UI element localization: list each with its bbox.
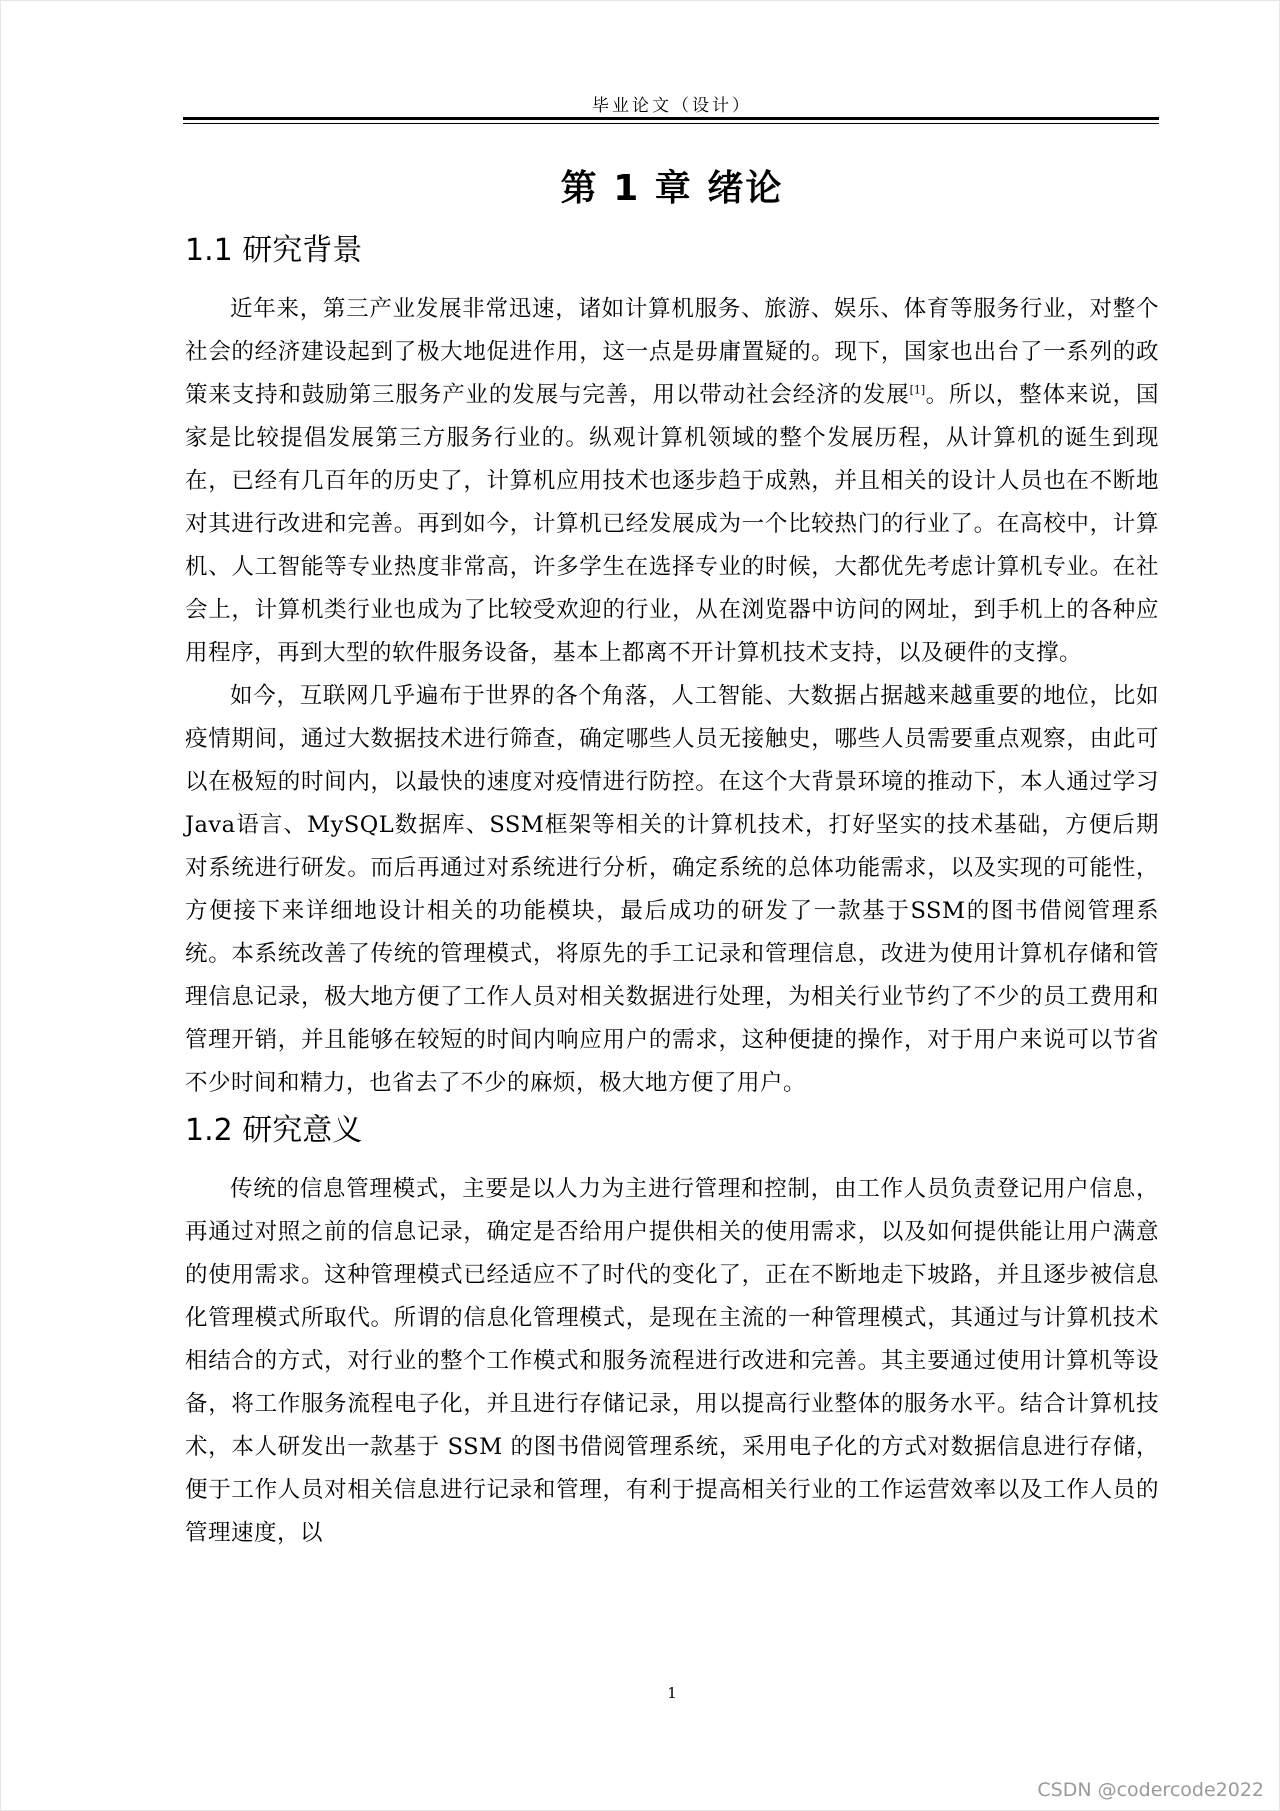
paragraph-text: 近年来，第三产业发展非常迅速，诸如计算机服务、旅游、娱乐、体育等服务行业，对整个社会的经济建设起到了极大地促进作用，这一点是毋庸置疑的。现下，国家也出台了一系列的政策来支持和鼓励第三服务产业的发展与完善，用以带动社会经济的发展	[185, 296, 1159, 408]
header-rule-thin	[183, 123, 1159, 124]
background-paragraph-1	[185, 288, 1159, 675]
running-header: 毕业论文（设计）	[592, 96, 752, 116]
section-title-research-significance: 1.2 研究意义	[185, 1113, 363, 1148]
chapter-title: 第 1 章 绪论	[560, 168, 784, 209]
background-paragraph-2: 如今，互联网几乎遍布于世界的各个角落，人工智能、大数据占据越来越重要的地位，比如疫情期间，通过大数据技术进行筛查，确定哪些人员无接触史，哪些人员需要重点观察，由此可以在极短的时间内，以最快的速度对疫情进行防控。在这个大背景环境的推动下，本人通过学习Java语言、MySQL数据库、SSM框架等相关的计算机技术，打好坚实的技术基础，方便后期对系统进行研发。而后再通过对系统进行分析，确定系统的总体功能需求，以及实现的可能性，方便接下来详细地设计相关的功能模块，最后成功的研发了一款基于SSM的图书借阅管理系统。本系统改善了传统的管理模式，将原先的手工记录和管理信息，改进为使用计算机存储和管理信息记录，极大地方便了工作人员对相关数据进行处理，为相关行业节约了不少的员工费用和管理开销，并且能够在较短的时间内响应用户的需求，这种便捷的操作，对于用户来说可以节省不少时间和精力，也省去了不少的麻烦，极大地方便了用户。	[185, 683, 1159, 1096]
csdn-watermark: CSDN @codercode2022	[1037, 1779, 1264, 1801]
header-rule-thick	[183, 117, 1159, 120]
paragraph-text: 。所以，整体来说，国家是比较提倡发展第三方服务行业的。纵观计算机领域的整个发展历程，从计算机的诞生到现在，已经有几百年的历史了，计算机应用技术也逐步趋于成熟，并且相关的设计人员也在不断地对其进行改进和完善。再到如今，计算机已经发展成为一个比较热门的行业了。在高校中，计算机、人工智能等专业热度非常高，许多学生在选择专业的时候，大都优先考虑计算机专业。在社会上，计算机类行业也成为了比较受欢迎的行业，从在浏览器中访问的网址，到手机上的各种应用程序，再到大型的软件服务设备，基本上都离不开计算机技术支持，以及硬件的支撑。	[185, 382, 1159, 666]
significance-paragraph-1: 传统的信息管理模式，主要是以人力为主进行管理和控制，由工作人员负责登记用户信息，再通过对照之前的信息记录，确定是否给用户提供相关的使用需求，以及如何提供能让用户满意的使用需求。这种管理模式已经适应不了时代的变化了，正在不断地走下坡路，并且逐步被信息化管理模式所取代。所谓的信息化管理模式，是现在主流的一种管理模式，其通过与计算机技术相结合的方式，对行业的整个工作模式和服务流程进行改进和完善。其主要通过使用计算机等设备，将工作服务流程电子化，并且进行存储记录，用以提高行业整体的服务水平。结合计算机技术，本人研发出一款基于 SSM 的图书借阅管理系统，采用电子化的方式对数据信息进行存储，便于工作人员对相关信息进行记录和管理，有利于提高相关行业的工作运营效率以及工作人员的管理速度，以	[185, 1176, 1159, 1546]
page-body	[185, 161, 1159, 1555]
citation-marker[interactable]: [1]	[909, 383, 926, 397]
page-number: 1	[667, 1684, 677, 1702]
section-title-research-background: 1.1 研究背景	[185, 233, 363, 268]
